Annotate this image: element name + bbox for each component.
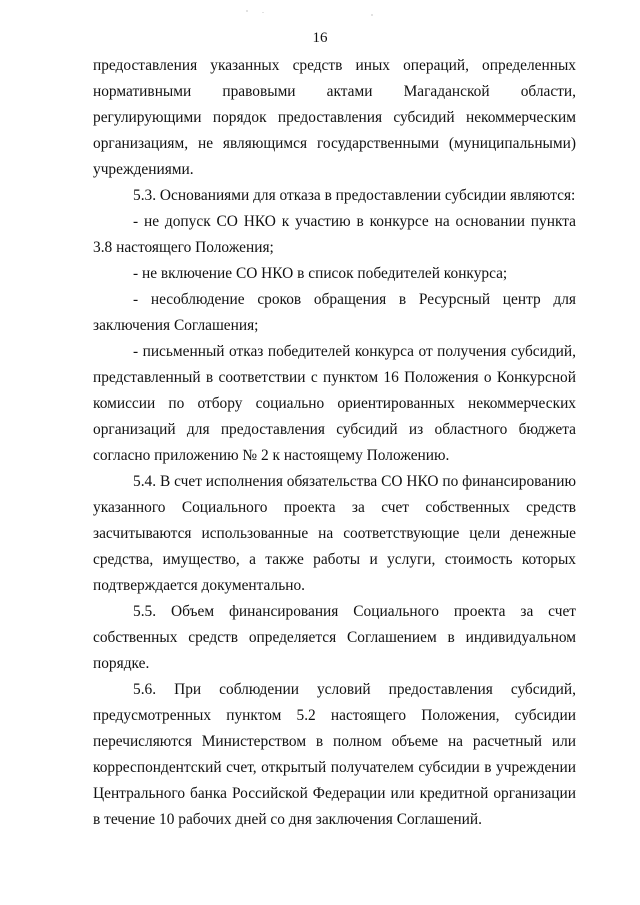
- document-body: [93, 53, 576, 833]
- scan-artifact: [246, 10, 248, 12]
- list-item: - не допуск СО НКО к участию в конкурсе на основании пункта 3.8 настоящего Положения;: [93, 213, 576, 256]
- page-number: 16: [312, 30, 328, 46]
- paragraph-5-4: 5.4. В счет исполнения обязательства СО НКО по финансированию указанного Социального проекта за счет собственных средств засчитываются использованные на соответствующие цели денежные средства, имущество, а также работы и услуги, стоимость которых подтверждается документально.: [93, 473, 576, 594]
- paragraph-5-3: 5.3. Основаниями для отказа в предоставлении субсидии являются:: [133, 187, 576, 204]
- list-item: - несоблюдение сроков обращения в Ресурсный центр для заключения Соглашения;: [93, 291, 576, 334]
- list-item: - письменный отказ победителей конкурса от получения субсидий, представленный в соответствии с пунктом 16 Положения о Конкурсной комиссии по отбору социально ориентированных некоммерческих организаций для предоставления субсидий из областного бюджета согласно приложению № 2 к настоящему Положению.: [93, 343, 576, 464]
- paragraph-5-5: 5.5. Объем финансирования Социального проекта за счет собственных средств определяется Соглашением в индивидуальном порядке.: [93, 603, 576, 672]
- paragraph-5-6: 5.6. При соблюдении условий предоставления субсидий, предусмотренных пунктом 5.2 настоящего Положения, субсидии перечисляются Министерством в полном объеме на расчетный или корреспондентский счет, открытый получателем субсидии в учреждении Центрального банка Российской Федерации или кредитной организации в течение 10 рабочих дней со дня заключения Соглашений.: [93, 681, 576, 828]
- scan-artifact: [371, 14, 373, 16]
- scan-artifact: [262, 12, 264, 13]
- list-item: - не включение СО НКО в список победителей конкурса;: [133, 265, 508, 282]
- paragraph: предоставления указанных средств иных операций, определенных нормативными правовыми актами Магаданской области, регулирующими порядок предоставления субсидий некоммерческим организациям, не являющимся государственными (муниципальными) учреждениями.: [93, 57, 576, 178]
